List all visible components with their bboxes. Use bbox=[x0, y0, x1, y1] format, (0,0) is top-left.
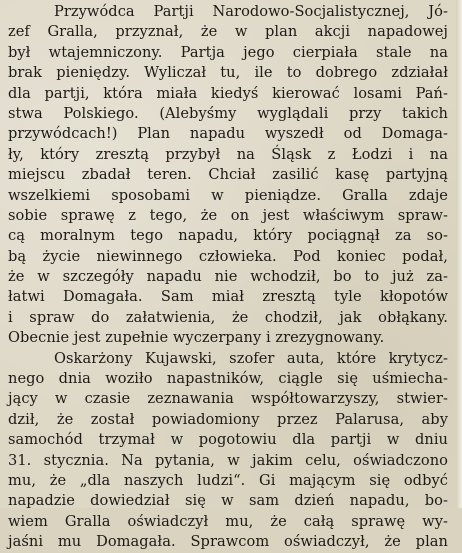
text-line: Oskarżony Kujawski, szofer auta, które krytycz- bbox=[54, 349, 448, 367]
text-line: był wtajemniczony. Partja jego cierpiała stale na bbox=[8, 43, 448, 61]
text-line: cą moralnym tego napadu, który pociągnął za so- bbox=[8, 227, 448, 245]
text-line: dla partji, która miała kiedyś kierować losami Pań- bbox=[8, 84, 448, 102]
text-line: miejscu zbadał teren. Chciał zasilić kasę partyjną bbox=[8, 166, 448, 184]
text-line: łatwi Domagała. Sam miał zresztą tyle kłopotów bbox=[8, 288, 448, 306]
text-line: i spraw do załatwienia, że chodził, jak obłąkany. bbox=[8, 308, 448, 326]
text-line: ły, który zresztą przybył na Śląsk z Łodzi i na bbox=[8, 145, 448, 163]
text-line: 31. stycznia. Na pytania, w jakim celu, oświadczono bbox=[8, 451, 448, 469]
text-line: samochód trzymał w pogotowiu dla partji w dniu bbox=[8, 431, 448, 449]
text-line: wiem Gralla oświadczył mu, że całą sprawę wy- bbox=[8, 512, 448, 530]
text-line: dził, że został powiadomiony przez Palarusa, aby bbox=[8, 410, 448, 428]
text-line: Przywódca Partji Narodowo-Socjalistycznej, Jó- bbox=[54, 3, 448, 20]
text-line: sobie sprawę z tego, że on jest właściwym spraw- bbox=[8, 206, 448, 224]
text-line: nego dnia woziło napastników, ciągle się uśmiecha- bbox=[8, 370, 448, 388]
text-line: jący w czasie zeznawania współtowarzyszy, stwier- bbox=[8, 390, 448, 408]
text-line: zef Gralla, przyznał, że w plan akcji napadowej bbox=[8, 23, 448, 41]
text-line: że w szczegóły napadu nie wchodził, bo to już za- bbox=[8, 268, 448, 286]
text-line: mu, że „dla naszych ludzi“. Gi mającym się odbyć bbox=[8, 471, 448, 489]
text-line: przywódcach!) Plan napadu wyszedł od Domaga- bbox=[8, 125, 448, 143]
text-line: wszelkiemi sposobami w pieniądze. Gralla zdaje bbox=[8, 186, 448, 204]
text-line: bą życie niewinnego człowieka. Pod koniec podał, bbox=[8, 247, 448, 265]
text-line: stwa Polskiego. (Alebyśmy wyglądali przy takich bbox=[8, 104, 448, 122]
text-line: jaśni mu Domagała. Sprawcom oświadczył, że plan bbox=[8, 533, 448, 551]
paragraph-gralla bbox=[8, 2, 448, 349]
page-edge bbox=[456, 0, 462, 508]
article-text bbox=[8, 2, 448, 553]
paragraph-kujawski bbox=[8, 349, 448, 553]
text-line: brak pieniędzy. Wyliczał tu, ile to dobrego zdziałał bbox=[8, 64, 448, 82]
text-line: napadzie dowiedział się w sam dzień napadu, bo- bbox=[8, 492, 448, 510]
text-line: Obecnie jest zupełnie wyczerpany i zrezygnowany. bbox=[8, 329, 385, 347]
